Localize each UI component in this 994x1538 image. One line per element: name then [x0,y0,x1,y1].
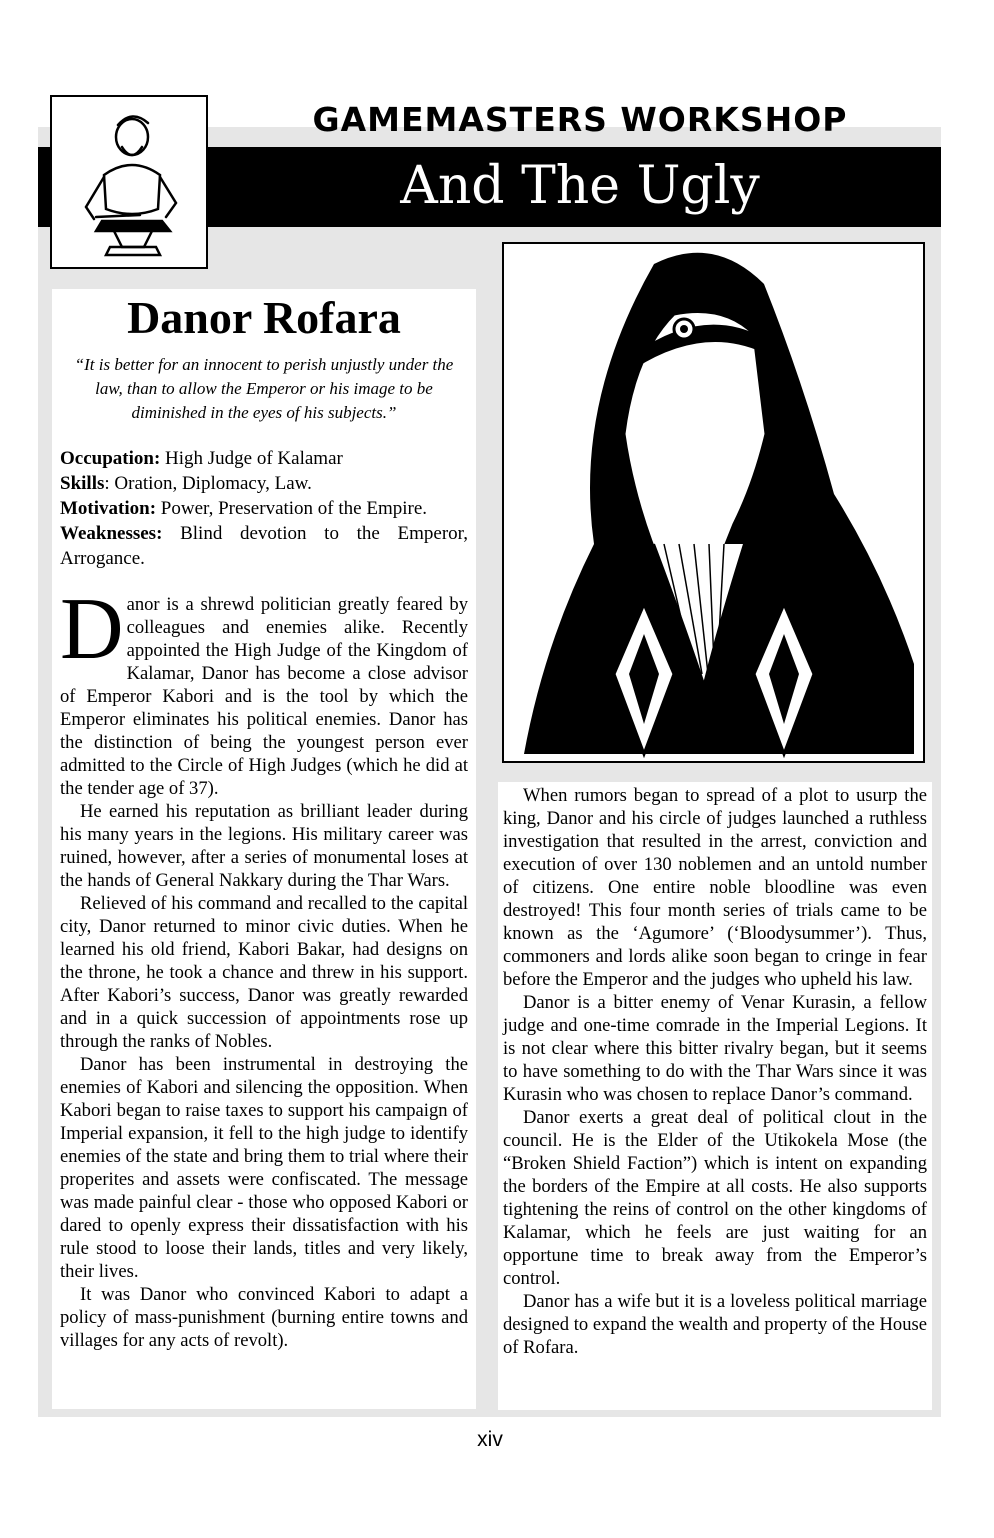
stat-label: Skills [60,473,105,494]
stat-label: Motivation: [60,498,157,519]
stat-value: Power, Preservation of the Empire. [156,498,428,519]
stat-label: Weaknesses: [60,523,163,544]
body-paragraph: It was Danor who convinced Kabori to adapt a policy of mass-punishment (burning entire towns and villages for any acts of revolt). [60,1284,468,1351]
stat-value: Blind devotion to the Emperor, Arrogance. [60,523,468,569]
stat-occupation [60,446,468,471]
body-paragraph: When rumors began to spread of a plot to usurp the king, Danor and his circle of judges launched a ruthless investigation that resulted in the arrest, conviction and execution of over 130 noblemen and an untold number of citizens. One entire noble bloodline was even destroyed! This four month series of trials came to be known as the ‘Agumore’ (‘Bloodysummer’). Thus, commoners and lords alike soon began to cringe in fear before the Emperor and the judges who upheld his law. [503,785,927,990]
stat-value: : Oration, Diplomacy, Law. [104,473,312,494]
drop-cap: D [60,581,124,678]
character-name: Danor Rofara [127,292,401,343]
body-paragraph: Danor is a bitter enemy of Venar Kurasin, a fellow judge and one-time comrade in the Imperial Legions. It is not clear where this bitter rivalry began, but it seems to have something to do with the Thar Wars since it was Kurasin who was chosen to replace Danor’s command. [503,992,927,1105]
right-body-text [503,784,927,1359]
section-header: GAMEMASTERS WORKSHOP [312,100,848,139]
article-subtitle: And The Ugly [400,156,760,216]
judge-illustration [504,244,923,761]
right-column [498,782,932,1410]
blacksmith-illustration [52,97,206,267]
character-stats [60,446,468,571]
body-paragraph: Danor has a wife but it is a loveless political marriage designed to expand the wealth and property of the House of Rofara. [503,1291,927,1358]
danor-portrait [502,242,925,763]
body-paragraph [60,581,468,800]
stat-value: High Judge of Kalamar [160,448,343,469]
character-quote: “It is better for an innocent to perish unjustly under the law, than to allow the Emperor or his image to be diminished in the eyes of his subjects.” [74,355,454,422]
stat-label: Occupation: [60,448,161,469]
left-body-text [60,581,468,1352]
body-paragraph: Danor has been instrumental in destroying the enemies of Kabori and silencing the opposition. When Kabori began to raise taxes to support his campaign of Imperial expansion, it fell to the high judge to identify enemies of the state and bring them to trial where their properites and assets were confiscated. The message was made painful clear - those who opposed Kabori or dared to openly express their dissatisfaction with his rule stood to loose their lands, titles and very likely, their lives. [60,1054,468,1282]
left-column [52,289,476,1409]
page-number: xiv [477,1428,503,1451]
blacksmith-logo [50,95,208,269]
body-paragraph: He earned his reputation as brilliant leader during his many years in the legions. His military career was ruined, however, after a series of monumental loses at the hands of General Nakkary during the Thar Wars. [60,801,468,891]
body-paragraph: Danor exerts a great deal of political clout in the council. He is the Elder of the Utikokela Mose (the “Broken Shield Faction”) which is intent on expanding the borders of the Empire at all costs. He also supports tightening the reins of control on the other kingdoms of Kalamar, which he feels are just waiting for an opportune time to break away from the Emperor’s control. [503,1107,927,1289]
paragraph-text: anor is a shrewd politician greatly feared by colleagues and enemies alike. Recently appointed the High Judge of the Kingdom of Kalamar, Danor has become a close advisor of Emperor Kabori and is the tool by which the Emperor eliminates his political enemies. Danor has the distinction of being the youngest person ever admitted to the Circle of High Judges (which he did at the tender age of 37). [60,594,468,799]
stat-skills [60,471,468,496]
body-paragraph: Relieved of his command and recalled to the capital city, Danor returned to minor civic duties. When he learned his old friend, Kabori Bakar, had designs on the throne, he took a chance and threw in his support. After Kabori’s success, Danor was greatly rewarded and in a quick succession of appointments rose up through the ranks of Nobles. [60,893,468,1052]
stat-weaknesses [60,521,468,571]
stat-motivation [60,496,468,521]
